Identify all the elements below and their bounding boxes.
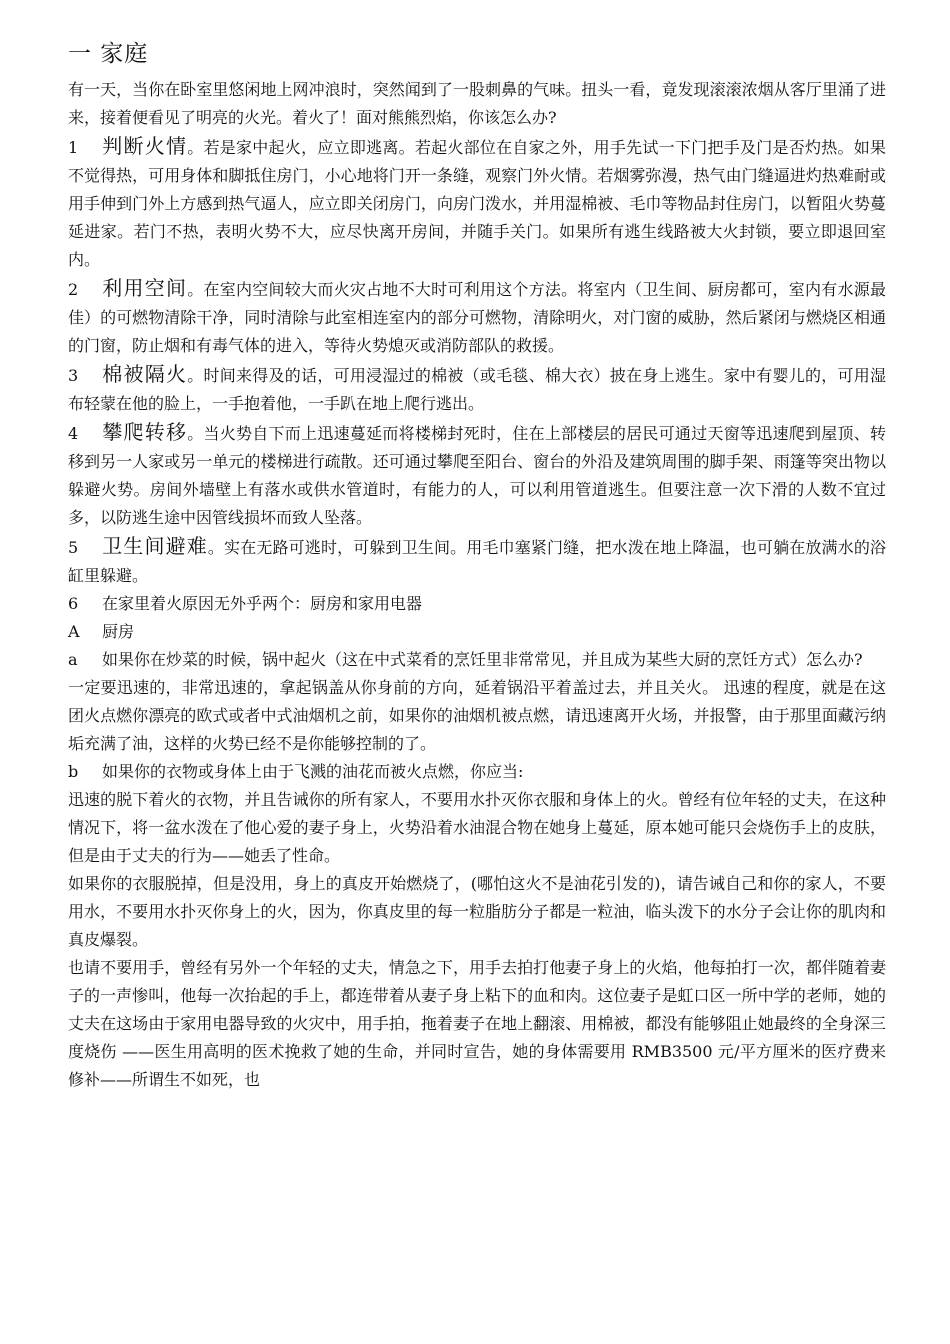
intro-paragraph: 有一天，当你在卧室里悠闲地上网冲浪时，突然闻到了一股刺鼻的气味。扭头一看，竟发现滚滚浓烟从客厅里涌了进来，接着便看见了明亮的火光。着火了！面对熊熊烈焰，你该怎么办? — [68, 80, 886, 127]
item-heading: 棉被隔火 — [102, 362, 188, 386]
subsection-text: 厨房 — [102, 622, 135, 641]
item-6 — [68, 590, 886, 618]
answer-a-paragraph: 一定要迅速的，非常迅速的，拿起锅盖从你身前的方向，延着锅沿平着盖过去，并且关火。 迅速的程度，就是在这团火点燃你漂亮的欧式或者中式油烟机之前，如果你的油烟机被点燃，请迅速离开火场，并报警，由于那里面藏污纳垢充满了油，这样的火势已经不是你能够控制的了。 — [68, 678, 886, 753]
question-a — [68, 646, 886, 674]
item-text: 在家里着火原因无外乎两个：厨房和家用电器 — [102, 594, 423, 613]
question-letter: a — [68, 650, 78, 669]
section-title: 一 家庭 — [68, 41, 149, 67]
item-text: 。实在无路可逃时，可躲到卫生间。用毛巾塞紧门缝，把水泼在地上降温，也可躺在放满水的浴缸里躲避。 — [68, 538, 887, 585]
item-text: 。当火势自下而上迅速蔓延而将楼梯封死时，住在上部楼层的居民可通过天窗等迅速爬到屋顶、转移到另一人家或另一单元的楼梯进行疏散。还可通过攀爬至阳台、窗台的外沿及建筑周围的脚手架、雨篷等突出物以躲避火势。房间外墙壁上有落水或供水管道时，有能力的人，可以利用管道逃生。但要注意一次下滑的人数不宜过多，以防逃生途中因管线损坏而致人坠落。 — [68, 424, 886, 527]
subsection-letter: A — [68, 622, 80, 641]
item-number: 2 — [68, 280, 79, 299]
item-2 — [68, 274, 886, 360]
question-b — [68, 758, 886, 786]
item-number: 6 — [68, 594, 79, 613]
item-1 — [68, 132, 886, 274]
question-letter: b — [68, 762, 79, 781]
item-4 — [68, 418, 886, 532]
item-number: 5 — [68, 538, 79, 557]
question-text: 如果你的衣物或身体上由于飞溅的油花而被火点燃，你应当: — [102, 762, 524, 781]
item-text: 。若是家中起火，应立即逃离。若起火部位在自家之外，用手先试一下门把手及门是否灼热。如果不觉得热，可用身体和脚抵住房门，小心地将门开一条缝，观察门外火情。若烟雾弥漫，热气由门缝逼进灼热难耐或用手伸到门外上方感到热气逼人，应立即关闭房门，向房门泼水，并用湿棉被、毛巾等物品封住房门，以暂阻火势蔓延进家。若门不热，表明火势不大，应尽快离开房间，并随手关门。如果所有逃生线路被大火封锁，要立即退回室内。 — [68, 138, 886, 269]
document-page — [68, 30, 886, 1094]
item-heading: 判断火情 — [102, 134, 188, 158]
item-heading: 利用空间 — [102, 276, 188, 300]
item-text: 。在室内空间较大而火灾占地不大时可利用这个方法。将室内（卫生间、厨房都可，室内有水源最佳）的可燃物清除干净，同时清除与此室相连室内的部分可燃物，清除明火，对门窗的威胁，然后紧闭与燃烧区相通的门窗，防止烟和有毒气体的进入，等待火势熄灭或消防部队的救援。 — [68, 280, 886, 355]
item-heading: 攀爬转移 — [102, 420, 188, 444]
item-number: 1 — [68, 138, 79, 157]
item-number: 4 — [68, 424, 79, 443]
item-5 — [68, 532, 886, 590]
item-number: 3 — [68, 366, 79, 385]
subsection-a — [68, 618, 886, 646]
question-text: 如果你在炒菜的时候，锅中起火（这在中式菜肴的烹饪里非常常见，并且成为某些大厨的烹饪方式）怎么办? — [102, 650, 863, 669]
answer-b-paragraph-1: 迅速的脱下着火的衣物，并且告诫你的所有家人，不要用水扑灭你衣服和身体上的火。曾经有位年轻的丈夫，在这种情况下，将一盆水泼在了他心爱的妻子身上，火势沿着水油混合物在她身上蔓延，原本她可能只会烧伤手上的皮肤，但是由于丈夫的行为——她丢了性命。 — [68, 790, 886, 865]
answer-b-paragraph-3: 也请不要用手，曾经有另外一个年轻的丈夫，情急之下，用手去拍打他妻子身上的火焰，他每拍打一次，都伴随着妻子的一声惨叫，他每一次抬起的手上，都连带着从妻子身上粘下的血和肉。这位妻子是虹口区一所中学的老师，她的丈夫在这场由于家用电器导致的火灾中，用手拍，拖着妻子在地上翻滚、用棉被，都没有能够阻止她最终的全身深三度烧伤 ——医生用高明的医术挽救了她的生命，并同时宣告，她的身体需要用 RMB3500 元/平方厘米的医疗费来修补——所谓生不如死，也 — [68, 958, 886, 1089]
answer-b-paragraph-2: 如果你的衣服脱掉，但是没用，身上的真皮开始燃烧了，(哪怕这火不是油花引发的)，请告诫自己和你的家人，不要用水，不要用水扑灭你身上的火，因为，你真皮里的每一粒脂肪分子都是一粒油，临头泼下的水分子会让你的肌肉和真皮爆裂。 — [68, 874, 886, 949]
item-heading: 卫生间避难 — [102, 534, 208, 558]
item-3 — [68, 360, 886, 418]
item-text: 。时间来得及的话，可用浸湿过的棉被（或毛毯、棉大衣）披在身上逃生。家中有婴儿的，可用湿布轻蒙在他的脸上，一手抱着他，一手趴在地上爬行逃出。 — [68, 366, 886, 413]
